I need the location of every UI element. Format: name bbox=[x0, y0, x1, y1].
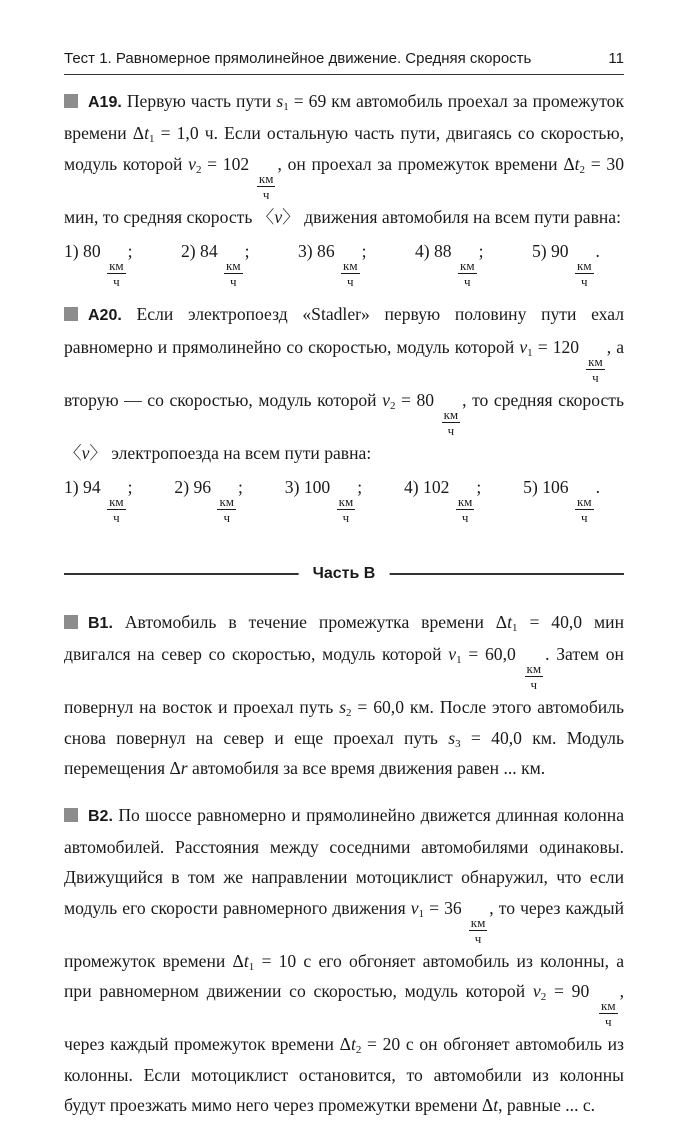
text: = 10 с его обгоняет автомобиль из колонны, а при равномерном движении со скоростью, модуль которой bbox=[64, 950, 624, 1002]
unit-num: км bbox=[460, 258, 475, 274]
text: = 90 bbox=[546, 981, 598, 1002]
answer-value: 2) 96 bbox=[174, 477, 212, 498]
var: v bbox=[532, 981, 541, 1002]
var: t bbox=[493, 1095, 499, 1116]
subscript: 2 bbox=[579, 163, 586, 176]
unit-num: км bbox=[258, 170, 274, 186]
subscript: 2 bbox=[195, 163, 202, 176]
text: По шоссе равномерно и прямолинейно движется длинная колонна автомобилей. Расстояния между соседними автомобилями одинаковы. Движущийся в том же направлении мотоциклист обнаружил, что если модуль его скорости равномерного движения bbox=[64, 804, 624, 918]
unit-den: ч bbox=[113, 510, 120, 526]
subscript: 1 bbox=[418, 907, 425, 920]
subscript: 2 bbox=[346, 707, 352, 720]
text: , то через каждый промежуток времени Δ bbox=[64, 897, 624, 971]
unit-den: ч bbox=[342, 510, 350, 526]
unit-fraction bbox=[469, 915, 488, 946]
unit-num: км bbox=[443, 406, 459, 422]
subscript: 1 bbox=[512, 622, 518, 635]
page-number: 11 bbox=[608, 50, 624, 67]
text: = 1,0 ч. Если остальную часть пути, двигаясь со скоростью, модуль которой bbox=[64, 123, 624, 174]
answer-value: 5) 106 bbox=[523, 477, 569, 498]
separator: ; bbox=[127, 241, 133, 262]
subscript: 2 bbox=[540, 991, 547, 1004]
answer-value: 4) 88 bbox=[414, 241, 452, 262]
unit-fraction bbox=[337, 494, 356, 525]
unit-num: км bbox=[470, 914, 486, 930]
answer-value: 2) 84 bbox=[180, 241, 218, 262]
separator: . bbox=[595, 477, 600, 498]
var: v bbox=[188, 153, 196, 174]
unit-den: ч bbox=[230, 274, 237, 290]
unit-fraction bbox=[586, 354, 605, 385]
answer-option bbox=[64, 472, 133, 525]
separator: ; bbox=[127, 477, 133, 498]
answer-value: 5) 90 bbox=[531, 241, 569, 262]
unit-num: км bbox=[226, 258, 241, 274]
var: t bbox=[507, 612, 513, 633]
var: s bbox=[339, 697, 347, 718]
separator: . bbox=[595, 241, 600, 262]
unit-den: ч bbox=[447, 422, 455, 438]
var: s bbox=[276, 91, 284, 111]
text: Если электропоезд «Stadler» первую половину пути ехал равномерно и прямолинейно со скоростью, модуль которой bbox=[64, 304, 624, 357]
answer-option bbox=[64, 236, 133, 289]
text: = 60,0 bbox=[461, 644, 523, 665]
text: автомобиля за все время движения равен ... км. bbox=[187, 758, 546, 779]
var: v bbox=[448, 644, 457, 665]
unit-num: км bbox=[338, 494, 354, 510]
text: = 102 bbox=[201, 153, 255, 174]
var: v bbox=[519, 336, 528, 357]
answer-value: 4) 102 bbox=[403, 477, 450, 498]
square-marker-icon bbox=[64, 808, 78, 822]
answer-option bbox=[181, 236, 250, 289]
text: 〉 электропоезда на всем пути равна: bbox=[89, 442, 372, 463]
unit-fraction bbox=[442, 407, 461, 438]
answer-value: 1) 80 bbox=[64, 241, 101, 262]
unit-den: ч bbox=[592, 369, 599, 385]
unit-fraction bbox=[525, 661, 544, 692]
subscript: 1 bbox=[527, 346, 533, 359]
var: r bbox=[180, 758, 188, 779]
unit-num: км bbox=[577, 258, 592, 274]
var: t bbox=[144, 123, 149, 144]
answer-options-a20 bbox=[64, 470, 624, 525]
answer-option bbox=[404, 472, 481, 525]
page-content bbox=[64, 86, 624, 1121]
subscript: 2 bbox=[389, 399, 396, 412]
problem-a19 bbox=[64, 86, 624, 232]
problem-b2 bbox=[64, 800, 624, 1121]
text: , он проехал за промежуток времени Δ bbox=[277, 153, 575, 174]
answer-value: 1) 94 bbox=[64, 477, 101, 498]
separator: ; bbox=[476, 477, 482, 498]
square-marker-icon bbox=[64, 615, 78, 629]
unit-den: ч bbox=[581, 510, 588, 526]
problem-a20 bbox=[64, 299, 624, 468]
unit-den: ч bbox=[347, 274, 354, 290]
unit-fraction bbox=[575, 258, 594, 289]
subscript: 1 bbox=[248, 960, 255, 973]
answer-value: 3) 86 bbox=[297, 241, 335, 262]
square-marker-icon bbox=[64, 94, 78, 108]
unit-fraction bbox=[217, 494, 236, 525]
unit-den: ч bbox=[474, 930, 482, 946]
text: = 40,0 мин двигался на север со скоростью, модуль которой bbox=[64, 612, 624, 665]
text: Первую часть пути bbox=[126, 91, 277, 111]
text: . Затем он повернул на восток и проехал путь bbox=[64, 644, 624, 718]
unit-fraction bbox=[224, 258, 243, 289]
text: = 69 км автомобиль проехал за промежуток времени Δ bbox=[64, 91, 625, 144]
unit-fraction bbox=[575, 494, 594, 525]
unit-fraction bbox=[599, 998, 618, 1029]
text: = 120 bbox=[532, 336, 585, 357]
var: v bbox=[382, 389, 390, 410]
problem-b1 bbox=[64, 607, 624, 784]
text: а вторую — со скоростью, модуль которой bbox=[64, 336, 624, 410]
problem-tag: В1. bbox=[88, 615, 113, 633]
problem-tag: А19. bbox=[88, 94, 122, 111]
section-heading bbox=[64, 559, 624, 589]
separator: ; bbox=[238, 477, 243, 498]
text: = 60,0 км. После этого автомобиль снова повернул на север и еще проехал путь bbox=[64, 697, 624, 748]
unit-fraction bbox=[458, 258, 477, 289]
unit-den: ч bbox=[605, 1014, 612, 1030]
var: v bbox=[81, 442, 90, 463]
unit-fraction bbox=[107, 494, 126, 525]
var: s bbox=[448, 727, 456, 748]
subscript: 3 bbox=[455, 737, 461, 750]
section-title: Часть В bbox=[299, 559, 390, 589]
answer-option bbox=[532, 236, 600, 289]
unit-den: ч bbox=[461, 510, 469, 526]
text: = 40,0 км. Модуль перемещения Δ bbox=[64, 727, 624, 779]
spacer bbox=[64, 784, 624, 800]
problem-tag: В2. bbox=[88, 807, 113, 825]
subscript: 2 bbox=[355, 1044, 362, 1057]
separator: ; bbox=[478, 241, 484, 262]
unit-fraction bbox=[257, 171, 276, 202]
unit-num: км bbox=[577, 494, 592, 510]
var: t bbox=[574, 153, 580, 174]
unit-den: ч bbox=[530, 677, 538, 693]
subscript: 1 bbox=[456, 654, 462, 667]
answer-option bbox=[174, 472, 243, 525]
text: = 36 bbox=[424, 897, 467, 918]
unit-fraction bbox=[341, 258, 360, 289]
unit-den: ч bbox=[464, 274, 471, 290]
answer-option bbox=[523, 472, 600, 525]
unit-den: ч bbox=[581, 274, 588, 290]
separator: ; bbox=[357, 477, 363, 498]
separator: ; bbox=[361, 241, 367, 262]
unit-num: км bbox=[457, 494, 473, 510]
text: = 30 мин, то средняя скорость 〈 bbox=[64, 153, 624, 227]
header-title: Тест 1. Равномерное прямолинейное движение. Средняя скорость bbox=[64, 50, 532, 67]
answer-value: 3) 100 bbox=[284, 477, 331, 498]
text: Автомобиль в течение промежутка времени Δ bbox=[124, 612, 508, 633]
text: , то средняя скорость 〈 bbox=[64, 389, 624, 463]
answer-option bbox=[415, 236, 484, 289]
var: v bbox=[274, 206, 283, 227]
unit-num: км bbox=[219, 494, 234, 510]
subscript: 1 bbox=[149, 133, 155, 146]
var: v bbox=[410, 897, 419, 918]
separator: ; bbox=[244, 241, 250, 262]
unit-num: км bbox=[109, 258, 124, 274]
unit-fraction bbox=[456, 494, 475, 525]
unit-den: ч bbox=[223, 510, 230, 526]
var: t bbox=[243, 950, 249, 971]
problem-tag: А20. bbox=[88, 307, 122, 325]
square-marker-icon bbox=[64, 307, 78, 321]
unit-num: км bbox=[601, 998, 616, 1014]
text: = 80 bbox=[395, 389, 440, 410]
unit-den: ч bbox=[113, 274, 120, 290]
answer-options-a19 bbox=[64, 234, 624, 289]
unit-den: ч bbox=[262, 186, 270, 202]
unit-num: км bbox=[588, 353, 603, 369]
text: 〉 движения автомобиля на всем пути равна: bbox=[282, 206, 621, 227]
text: = 20 с он обгоняет автомобиль из колонны. Если мотоциклист остановится, то автомобили из колонны будут проезжать мимо него через промежутки времени Δ bbox=[64, 1034, 625, 1116]
running-header bbox=[64, 44, 624, 75]
subscript: 1 bbox=[283, 101, 289, 113]
answer-option bbox=[285, 472, 362, 525]
unit-num: км bbox=[526, 661, 542, 677]
answer-option bbox=[298, 236, 367, 289]
text: , равные ... с. bbox=[498, 1095, 596, 1116]
var: t bbox=[350, 1034, 356, 1055]
unit-num: км bbox=[343, 258, 358, 274]
text: , через каждый промежуток времени Δ bbox=[64, 981, 624, 1055]
unit-num: км bbox=[109, 494, 124, 510]
text: , bbox=[606, 336, 612, 357]
unit-fraction bbox=[107, 258, 126, 289]
